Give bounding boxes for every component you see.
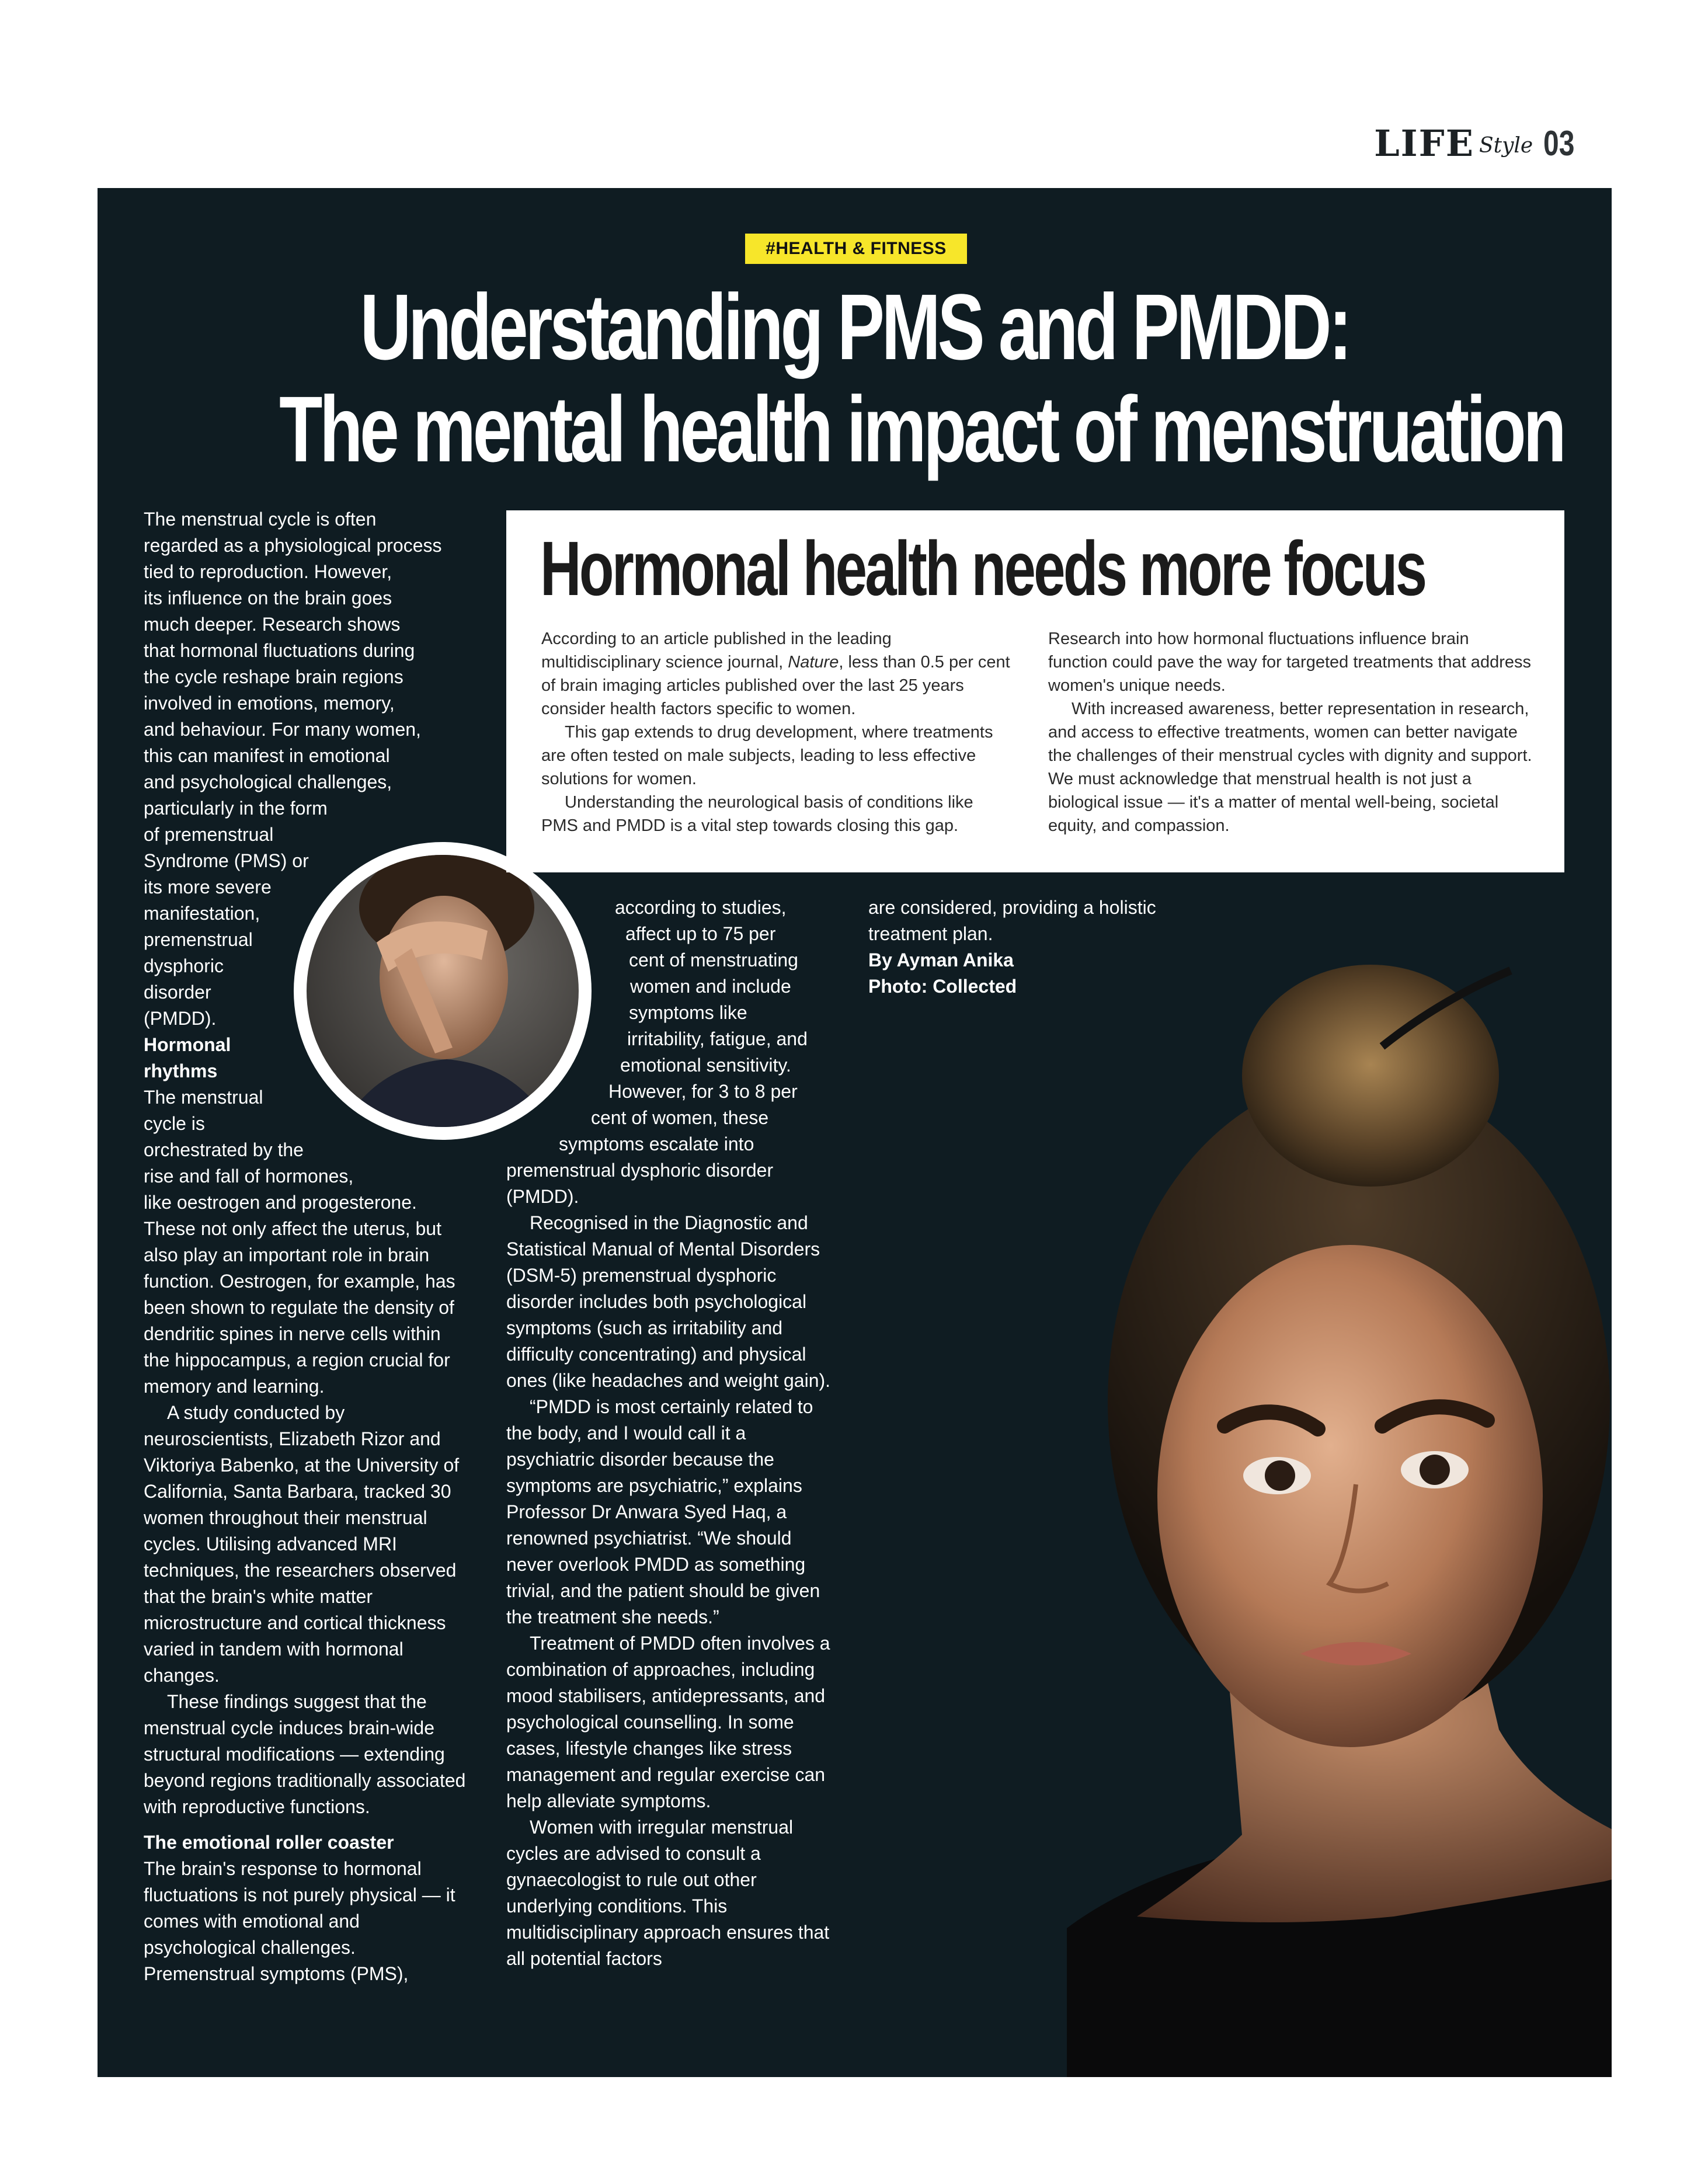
sidebar-column-left (541, 627, 1014, 837)
wrap-line: according to studies, (615, 897, 787, 918)
publication-logo: LIFE (1374, 121, 1474, 165)
irregular-cycles-paragraph: Women with irregular menstrual cycles are advised to consult a gynaecologist to rule out other underlying conditions. This multidisciplinary approach ensures that all potential factors (506, 1817, 830, 1969)
intro-line: particularly in the form (144, 798, 328, 819)
rhythms-continued: like oestrogen and progesterone. These not only affect the uterus, but also play an important role in brain function. Oestrogen, for example, has been shown to regulate the density of dendritic spines in nerve cells within the hippocampus, a region crucial for memory and learning. (144, 1192, 455, 1397)
sidebar-paragraph: Understanding the neurological basis of conditions like PMS and PMDD is a vital step towards closing this gap. (541, 793, 973, 835)
publication-logo-script: Style (1479, 133, 1533, 158)
intro-line: involved in emotions, memory, (144, 693, 395, 714)
wrap-line: cent of menstruating (629, 949, 798, 971)
wrap-line: emotional sensitivity. (620, 1055, 791, 1076)
intro-line: manifestation, (144, 903, 260, 924)
intro-line: its more severe (144, 876, 272, 898)
wrap-line: women and include (630, 976, 791, 997)
journal-name: Nature (788, 653, 839, 672)
photo-credit: Photo: Collected (868, 976, 1017, 997)
dsm-paragraph: Recognised in the Diagnostic and Statistical Manual of Mental Disorders (DSM-5) premenstrual dysphoric disorder includes both psychological symptoms (such as irritability and difficulty concentrating) and physical ones (like headaches and weight gain). (506, 1212, 831, 1391)
intro-line: of premenstrual (144, 824, 274, 845)
intro-line: dysphoric (144, 955, 224, 976)
sidebar-paragraph (541, 627, 1014, 721)
intro-line: (PMDD). (144, 1008, 217, 1029)
intro-line: Syndrome (PMS) or (144, 850, 309, 871)
masthead (1374, 120, 1582, 166)
roller-coaster-paragraph: The brain's response to hormonal fluctuations is not purely physical — it comes with emotional and psychological challenges. Premenstrual symptoms (PMS), (144, 1858, 455, 1984)
wrap-line: (PMDD). (506, 1186, 579, 1207)
sidebar-paragraph: This gap extends to drug development, where treatments are often tested on male subjects, leading to less effective solutions for women. (541, 723, 993, 788)
intro-line: regarded as a physiological process (144, 535, 442, 556)
intro-line: tied to reproduction. However, (144, 561, 392, 582)
rhythms-line: The menstrual (144, 1087, 263, 1108)
article-panel (98, 188, 1612, 2077)
subhead-line: Hormonal (144, 1034, 231, 1055)
headline-line-2: The mental health impact of menstruation (279, 377, 1564, 481)
wrap-paragraph (506, 895, 833, 1210)
wrap-line: irritability, fatigue, and (627, 1028, 808, 1049)
intro-line: much deeper. Research shows (144, 614, 401, 635)
sidebar-column-right (1048, 627, 1533, 837)
rhythms-line: rise and fall of hormones, (144, 1166, 354, 1187)
treatment-paragraph: Treatment of PMDD often involves a combination of approaches, including mood stabilisers, antidepressants, and psychological counselling. In some cases, lifestyle changes like stress management and regular exercise can help alleviate symptoms. (506, 1633, 830, 1811)
wrap-line: premenstrual dysphoric disorder (506, 1160, 774, 1181)
sidebar-paragraph: Research into how hormonal fluctuations influence brain function could pave the way for targeted treatments that address women's unique needs. (1048, 629, 1531, 695)
category-tag: #HEALTH & FITNESS (745, 234, 967, 264)
quote-paragraph: “PMDD is most certainly related to the body, and I would call it a psychiatric disorder because the symptoms are psychiatric,” explains Professor Dr Anwara Syed Haq, a renowned psychiatrist. “We should never overlook PMDD as something trivial, and the patient should be given the treatment she needs.” (506, 1396, 820, 1627)
article-column-3 (868, 895, 1219, 1000)
article-column-2 (506, 895, 833, 1972)
wrap-line: affect up to 75 per (625, 923, 776, 944)
intro-line: premenstrual (144, 929, 253, 950)
sidebar-paragraph: With increased awareness, better representation in research, and access to effective treatments, women can better navigate the challenges of their menstrual cycles with dignity and support. We must acknowledge that menstrual health is not just a biological issue — it's a matter of mental well-being, societal equity, and compassion. (1048, 700, 1532, 835)
sidebar-box (506, 510, 1564, 872)
intro-line: disorder (144, 982, 211, 1003)
wrap-line: cent of women, these (591, 1107, 769, 1128)
findings-paragraph: These findings suggest that the menstrual cycle induces brain-wide structural modifications — extending beyond regions traditionally associated with reproductive functions. (144, 1691, 466, 1817)
intro-line: its influence on the brain goes (144, 587, 392, 608)
rhythms-line: cycle is (144, 1113, 205, 1134)
intro-line: that hormonal fluctuations during (144, 640, 415, 661)
wrap-line: symptoms escalate into (559, 1133, 754, 1154)
article-column-1 (144, 506, 471, 1987)
text-run: , less than 0.5 per cent of brain imaging articles published over the last 25 years consider health factors specific to women. (541, 653, 1010, 718)
wrap-line: However, for 3 to 8 per (608, 1081, 798, 1102)
portrait-photo (1032, 900, 1612, 2077)
wrap-line: symptoms like (629, 1002, 747, 1023)
intro-line: the cycle reshape brain regions (144, 666, 403, 687)
headline (98, 276, 1612, 480)
headline-line-1: Understanding PMS and PMDD: (360, 274, 1349, 379)
intro-line: and behaviour. For many women, (144, 719, 421, 740)
sidebar-title: Hormonal health needs more focus (540, 526, 1425, 611)
study-paragraph: A study conducted by neuroscientists, Elizabeth Rizor and Viktoriya Babenko, at the University of California, Santa Barbara, tracked 30 women throughout their menstrual cycles. Utilising advanced MRI techniques, the researchers observed that the brain's white matter microstructure and cortical thickness varied in tandem with hormonal changes. (144, 1402, 460, 1686)
text-run: According to an article published in the leading multidisciplinary science journal, (541, 629, 892, 672)
rhythms-line: orchestrated by the (144, 1139, 304, 1160)
intro-line: The menstrual cycle is often (144, 509, 377, 530)
subhead-line: rhythms (144, 1060, 218, 1081)
byline: By Ayman Anika (868, 949, 1014, 971)
page-number: 03 (1543, 123, 1575, 163)
intro-line: and psychological challenges, (144, 771, 392, 792)
continuation-paragraph: are considered, providing a holistic treatment plan. (868, 897, 1156, 944)
subhead-roller-coaster: The emotional roller coaster (144, 1832, 394, 1853)
intro-line: this can manifest in emotional (144, 745, 390, 766)
